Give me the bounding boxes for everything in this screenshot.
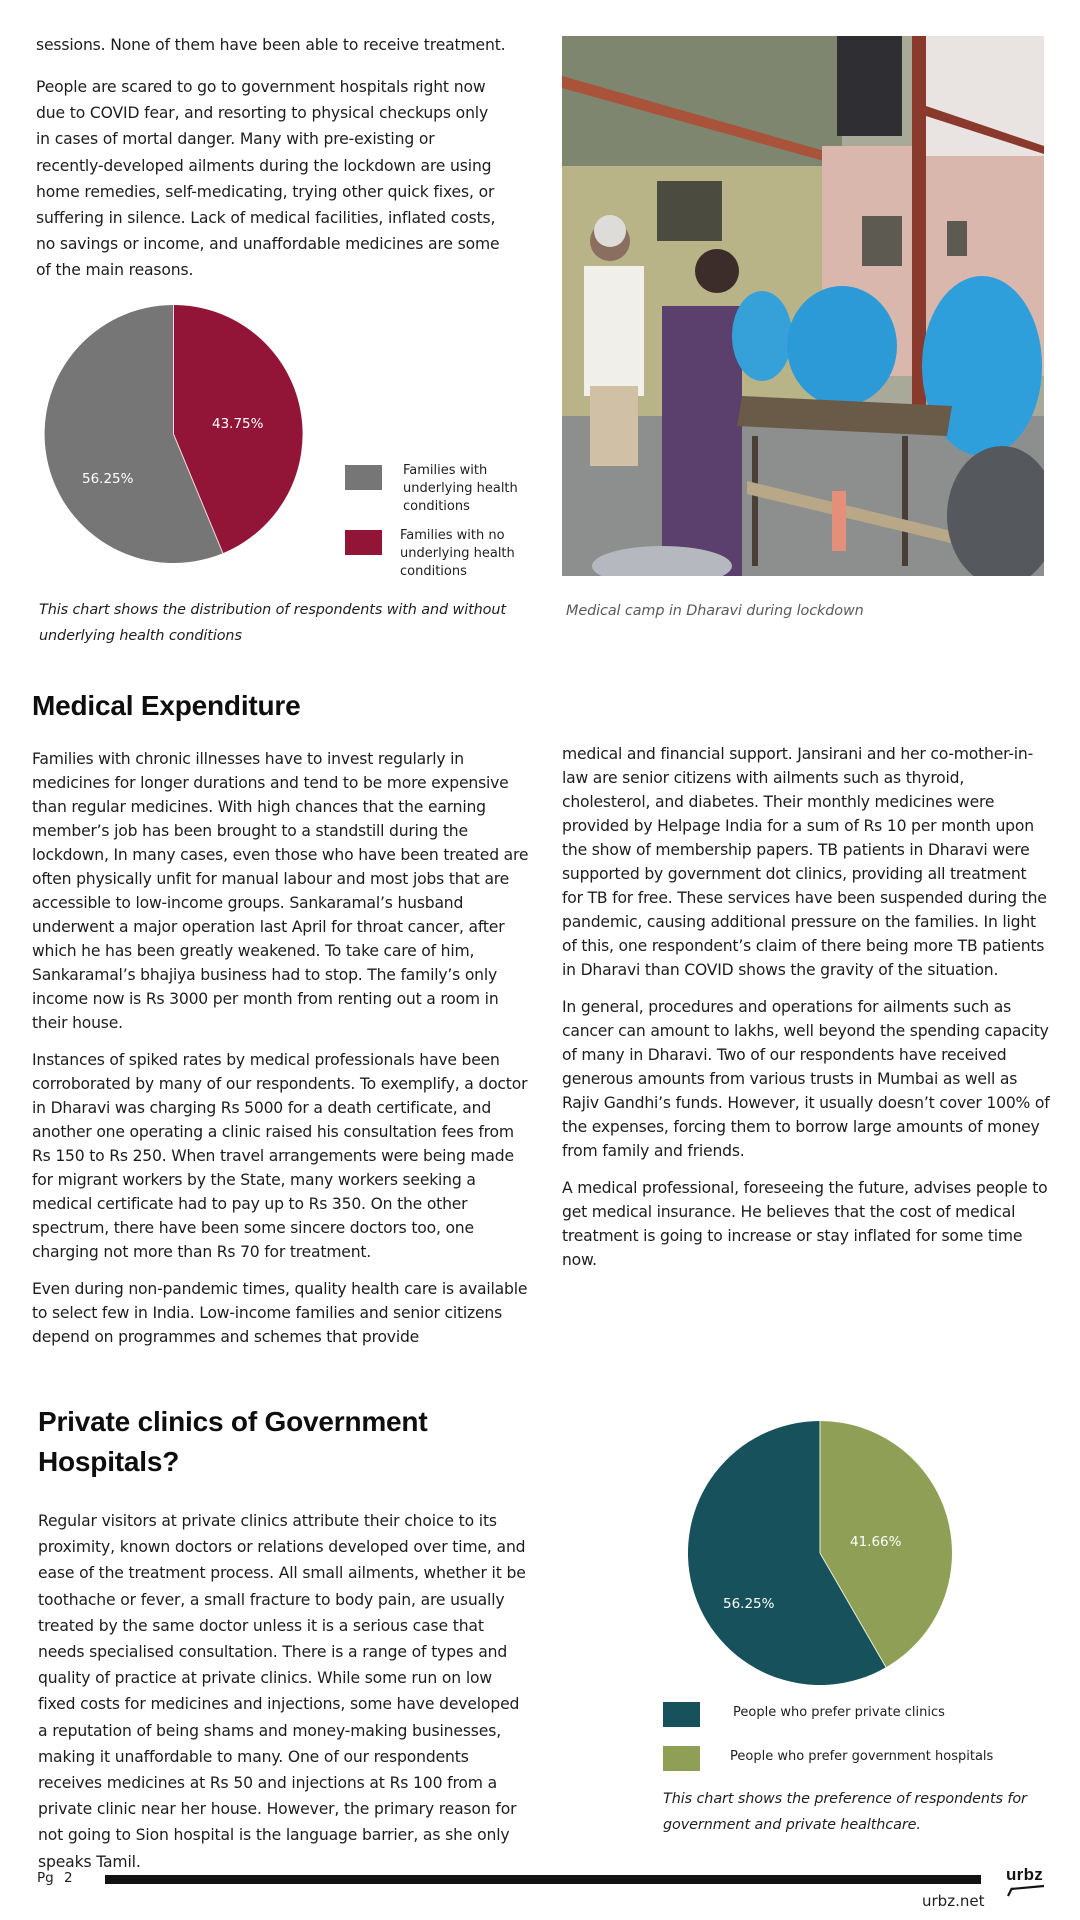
pie2-caption: This chart shows the preference of respondents for government and private healthcare.	[663, 1791, 1027, 1833]
heading-line-2: Hospitals?	[38, 1446, 180, 1477]
health-conditions-pie-chart	[30, 290, 330, 580]
paragraph: Even during non-pandemic times, quality health care is available to select few in India. Low-income families and senior citizens depend on programmes and schemes that provide	[32, 1280, 528, 1346]
legend-swatch-olive	[663, 1746, 700, 1771]
legend-label-underlying: Families with underlying health conditions	[403, 463, 518, 514]
pie1-label-no-conditions: 43.75%	[212, 416, 264, 432]
pie1-label-conditions: 56.25%	[82, 471, 134, 487]
footer-divider	[105, 1875, 981, 1884]
intro-paragraph: People are scared to go to government hospitals right now due to COVID fear, and resorting to physical checkups only in cases of mortal danger. Many with pre-existing or recently-developed ailments during the lockdown are using home remedies, self-medicating, trying other quick fixes, or suffering in silence. Lack of medical facilities, inflated costs, no savings or income, and unaffordable medicines are some of the main reasons.	[36, 78, 500, 280]
medical-expenditure-left-column	[32, 747, 532, 1349]
paragraph: Families with chronic illnesses have to invest regularly in medicines for longer durations and tend to be more expensive than regular medicines. With high chances that the earning member’s job has been brought to a standstill during the lockdown, In many cases, even those who have been treated are often physically unfit for manual labour and most jobs that are accessible to low-income groups. Sankaramal’s husband underwent a major operation last April for throat cancer, after which he has been greatly weakened. To take care of him, Sankaramal’s bhajiya business had to stop. The family’s only income now is Rs 3000 per month from renting out a room in their house.	[32, 750, 529, 1032]
site-url: urbz.net	[922, 1892, 985, 1910]
healthcare-preference-pie-chart	[680, 1415, 960, 1695]
logo-tick-icon	[1006, 1884, 1050, 1898]
medical-expenditure-heading: Medical Expenditure	[32, 690, 301, 721]
legend-swatch-teal	[663, 1702, 700, 1727]
pie2-label-private: 56.25%	[723, 1596, 775, 1612]
pie-chart-2-svg	[680, 1415, 960, 1695]
heading-line-1: Private clinics of Government	[38, 1406, 428, 1437]
logo-text: urbz	[1006, 1865, 1044, 1884]
legend-label-no-underlying: Families with no underlying health conditions	[400, 528, 515, 579]
page-number-value: 2	[64, 1870, 73, 1886]
pie1-caption: This chart shows the distribution of respondents with and without underlying health conditions	[39, 602, 506, 644]
private-clinics-paragraph: Regular visitors at private clinics attribute their choice to its proximity, known doctors or relations developed over time, and ease of the treatment process. All small ailments, whether it be toothache or fever, a small fracture to body pain, are usually treated by the same doctor unless it is a serious case that needs specialised consultation. There is a range of types and quality of practice at private clinics. While some run on low fixed costs for medicines and injections, some have developed a reputation of being shams and money-making businesses, making it unaffordable to many. One of our respondents receives medicines at Rs 50 and injections at Rs 100 from a private clinic near her house. However, the primary reason for not going to Sion hospital is the language barrier, as she only speaks Tamil.	[38, 1512, 526, 1871]
photo-caption: Medical camp in Dharavi during lockdown	[566, 603, 864, 619]
paragraph: medical and financial support. Jansirani and her co-mother-in-law are senior citizens with ailments such as thyroid, cholesterol, and diabetes. Their monthly medicines were provided by Helpage India for a sum of Rs 10 per month upon the show of membership papers. TB patients in Dharavi were supported by government dot clinics, providing all treatment for TB for free. These services have been suspended during the pandemic, causing additional pressure on the families. In light of this, one respondent’s claim of there being more TB patients in Dharavi than COVID shows the gravity of the situation.	[562, 745, 1047, 979]
legend-label-private-clinics: People who prefer private clinics	[733, 1705, 945, 1720]
medical-expenditure-right-column	[562, 742, 1052, 1272]
page-number	[37, 1870, 73, 1886]
pie-chart-1-svg	[30, 290, 330, 580]
paragraph: A medical professional, foreseeing the future, advises people to get medical insurance. He believes that the cost of medical treatment is going to increase or stay inflated for some time now.	[562, 1179, 1048, 1269]
photo-illustration	[562, 36, 1044, 576]
intro-lead-line: sessions. None of them have been able to receive treatment.	[36, 36, 506, 54]
legend-label-government-hospitals: People who prefer government hospitals	[730, 1749, 994, 1764]
pie2-label-government: 41.66%	[850, 1534, 902, 1550]
page-label: Pg	[37, 1870, 54, 1886]
private-clinics-heading	[38, 1402, 518, 1482]
paragraph: Instances of spiked rates by medical professionals have been corroborated by many of our respondents. To exemplify, a doctor in Dharavi was charging Rs 5000 for a death certificate, and another one operating a clinic raised his consultation fees from Rs 150 to Rs 250. When travel arrangements were being made for migrant workers by the State, many workers seeking a medical certificate had to pay up to Rs 350. On the other spectrum, there have been some sincere doctors too, one charging not more than Rs 70 for treatment.	[32, 1051, 528, 1261]
urbz-logo	[1006, 1866, 1050, 1902]
medical-camp-photo	[562, 36, 1044, 576]
legend-swatch-grey	[345, 465, 382, 490]
paragraph: In general, procedures and operations for ailments such as cancer can amount to lakhs, well beyond the spending capacity of many in Dharavi. Two of our respondents have received generous amounts from various trusts in Mumbai as well as Rajiv Gandhi’s funds. However, it usually doesn’t cover 100% of the expenses, forcing them to borrow large amounts of money from family and friends.	[562, 998, 1050, 1160]
legend-swatch-maroon	[345, 530, 382, 555]
